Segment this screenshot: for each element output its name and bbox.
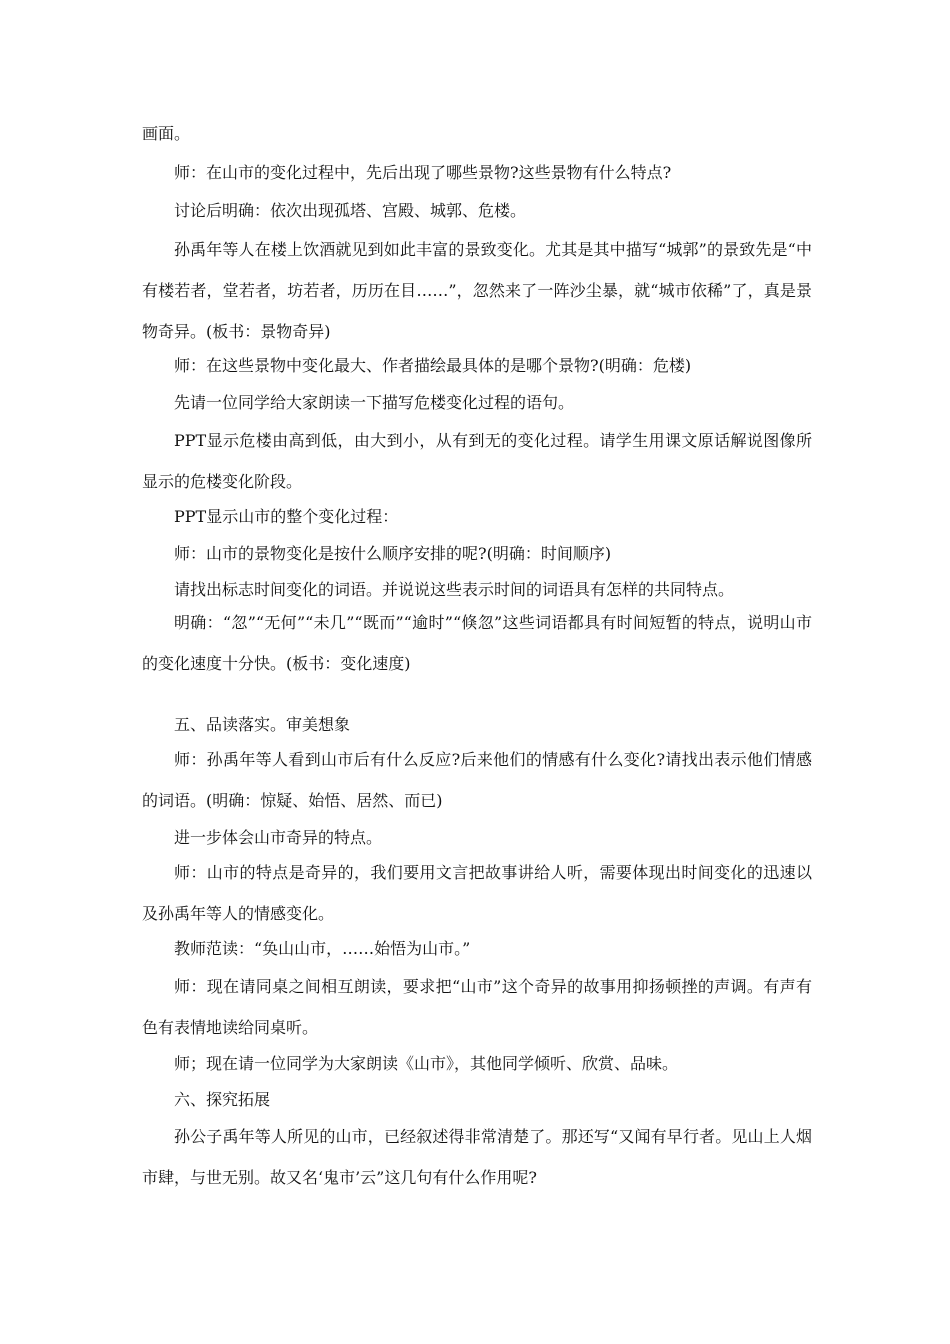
paragraph-3: 讨论后明确：依次出现孤塔、宫殿、城郭、危楼。 — [174, 201, 527, 220]
paragraph-15: 教师范读：“奂山山市，……始悟为山市。” — [174, 939, 471, 958]
paragraph-7: PPT显示危楼由高到低，由大到小，从有到无的变化过程。请学生用课文原话解说图像所显示的危楼变化阶段。 — [142, 431, 812, 491]
paragraph-1: 画面。 — [142, 124, 191, 143]
paragraph-8: PPT显示山市的整个变化过程： — [174, 507, 399, 526]
paragraph-6: 先请一位同学给大家朗读一下描写危楼变化过程的语句。 — [174, 393, 575, 412]
paragraph-13: 进一步体会山市奇异的特点。 — [174, 828, 383, 847]
paragraph-12: 师：孙禹年等人看到山市后有什么反应?后来他们的情感有什么变化?请找出表示他们情感的词语。(明确：惊疑、始悟、居然、而已) — [142, 750, 812, 810]
section-heading-5: 五、品读落实。审美想象 — [174, 715, 351, 734]
paragraph-2: 师：在山市的变化过程中，先后出现了哪些景物?这些景物有什么特点? — [174, 163, 672, 182]
paragraph-4: 孙禹年等人在楼上饮酒就见到如此丰富的景致变化。尤其是其中描写“城郭”的景致先是“中有楼若者，堂若者，坊若者，历历在目……”，忽然来了一阵沙尘暴，就“城市依稀”了，真是景物奇异。(板书：景物奇异) — [142, 240, 812, 341]
paragraph-16: 师：现在请同桌之间相互朗读，要求把“山市”这个奇异的故事用抑扬顿挫的声调。有声有色有表情地读给同桌听。 — [142, 977, 812, 1037]
paragraph-18: 孙公子禹年等人所见的山市，已经叙述得非常清楚了。那还写“又闻有早行者。见山上人烟市肆，与世无别。故又名‘鬼市’云”这几句有什么作用呢? — [142, 1127, 812, 1187]
section-heading-6: 六、探究拓展 — [174, 1090, 271, 1109]
paragraph-17: 师；现在请一位同学为大家朗读《山市》，其他同学倾听、欣赏、品味。 — [174, 1054, 679, 1073]
paragraph-14: 师：山市的特点是奇异的，我们要用文言把故事讲给人听，需要体现出时间变化的迅速以及孙禹年等人的情感变化。 — [142, 863, 812, 923]
paragraph-11: 明确：“忽”“无何”“未几”“既而”“逾时”“倏忽”这些词语都具有时间短暂的特点，说明山市的变化速度十分快。(板书：变化速度) — [142, 613, 812, 673]
paragraph-9: 师：山市的景物变化是按什么顺序安排的呢?(明确：时间顺序) — [174, 544, 612, 563]
paragraph-5: 师：在这些景物中变化最大、作者描绘最具体的是哪个景物?(明确：危楼) — [174, 356, 692, 375]
paragraph-10: 请找出标志时间变化的词语。并说说这些表示时间的词语具有怎样的共同特点。 — [174, 580, 735, 599]
